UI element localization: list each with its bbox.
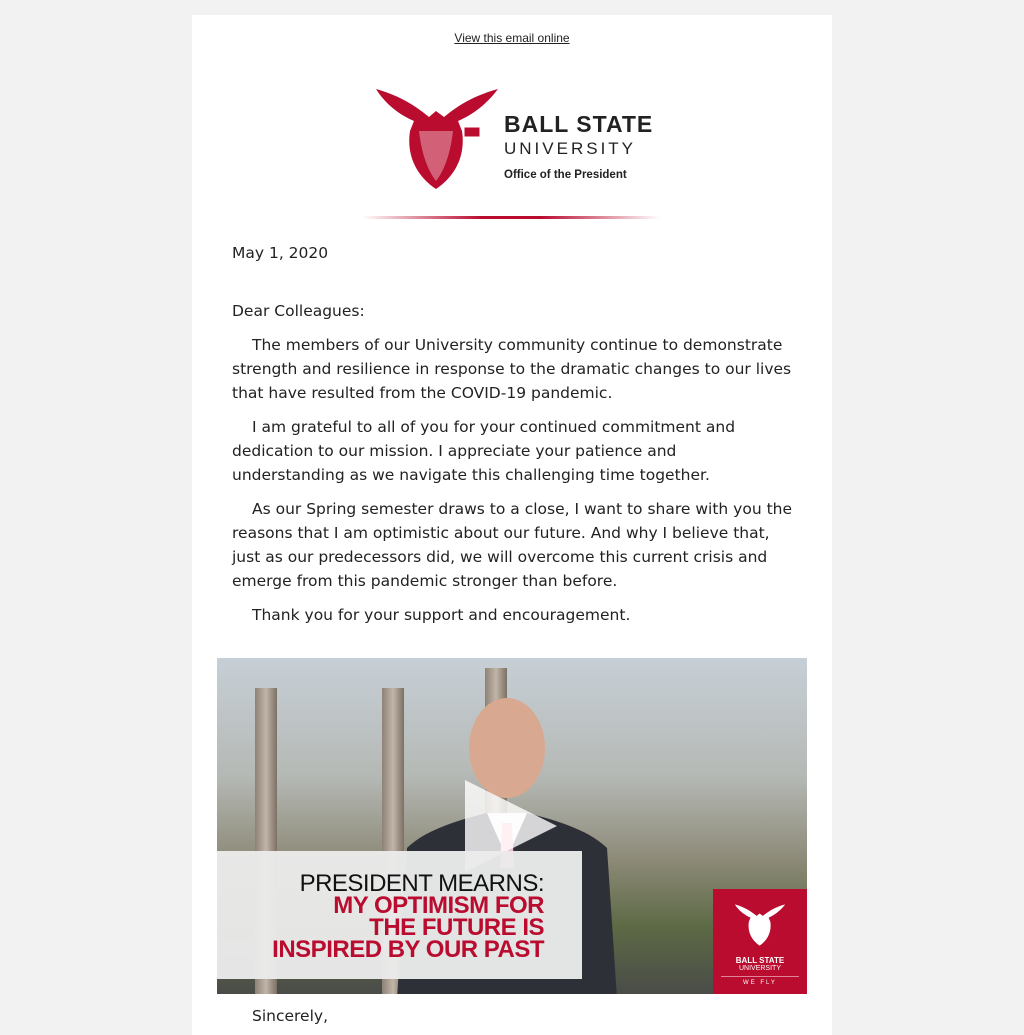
logo-line-1: BALL STATE [504,111,654,137]
logo-line-2: UNIVERSITY [504,139,637,158]
view-online-link[interactable]: View this email online [454,31,570,45]
letter-paragraph: Thank you for your support and encouragement. [252,606,631,624]
cardinal-seal-icon [374,87,500,191]
video-caption [217,851,582,979]
caption-line: PRESIDENT MEARNS: [299,870,544,897]
letter-greeting: Dear Colleagues: [232,302,365,320]
caption-line: MY OPTIMISM FOR [333,892,544,919]
badge-line: BALL STATE [735,956,785,965]
letter-paragraph: As our Spring semester draws to a close, I want to share with you the reasons that I am optimistic about our future. And why I believe that, just as our predecessors did, we will overcome this current crisis and emerge from this pandemic stronger than before. [232,500,793,590]
logo-line-3: Office of the President [504,169,627,181]
divider [362,216,660,219]
ball-state-logo [374,87,654,193]
letter-body [232,241,792,637]
letter-closing: Sincerely, [252,1007,329,1025]
letter-date: May 1, 2020 [232,244,329,262]
badge-line: WE FLY [721,976,799,986]
ball-state-badge [713,889,807,994]
letter-paragraph: The members of our University community continue to demonstrate strength and resilience in response to the dramatic changes to our lives that have resulted from the COVID-19 pandemic. [232,336,792,402]
caption-line: THE FUTURE IS [369,914,544,941]
video-thumbnail[interactable] [217,658,807,994]
letter-paragraph: I am grateful to all of you for your continued commitment and dedication to our mission. I appreciate your patience and understanding as we navigate this challenging time together. [232,418,736,484]
cardinal-seal-icon [734,903,786,947]
badge-line: UNIVERSITY [738,965,781,972]
caption-line: INSPIRED BY OUR PAST [272,936,544,963]
email-body [192,15,832,1035]
